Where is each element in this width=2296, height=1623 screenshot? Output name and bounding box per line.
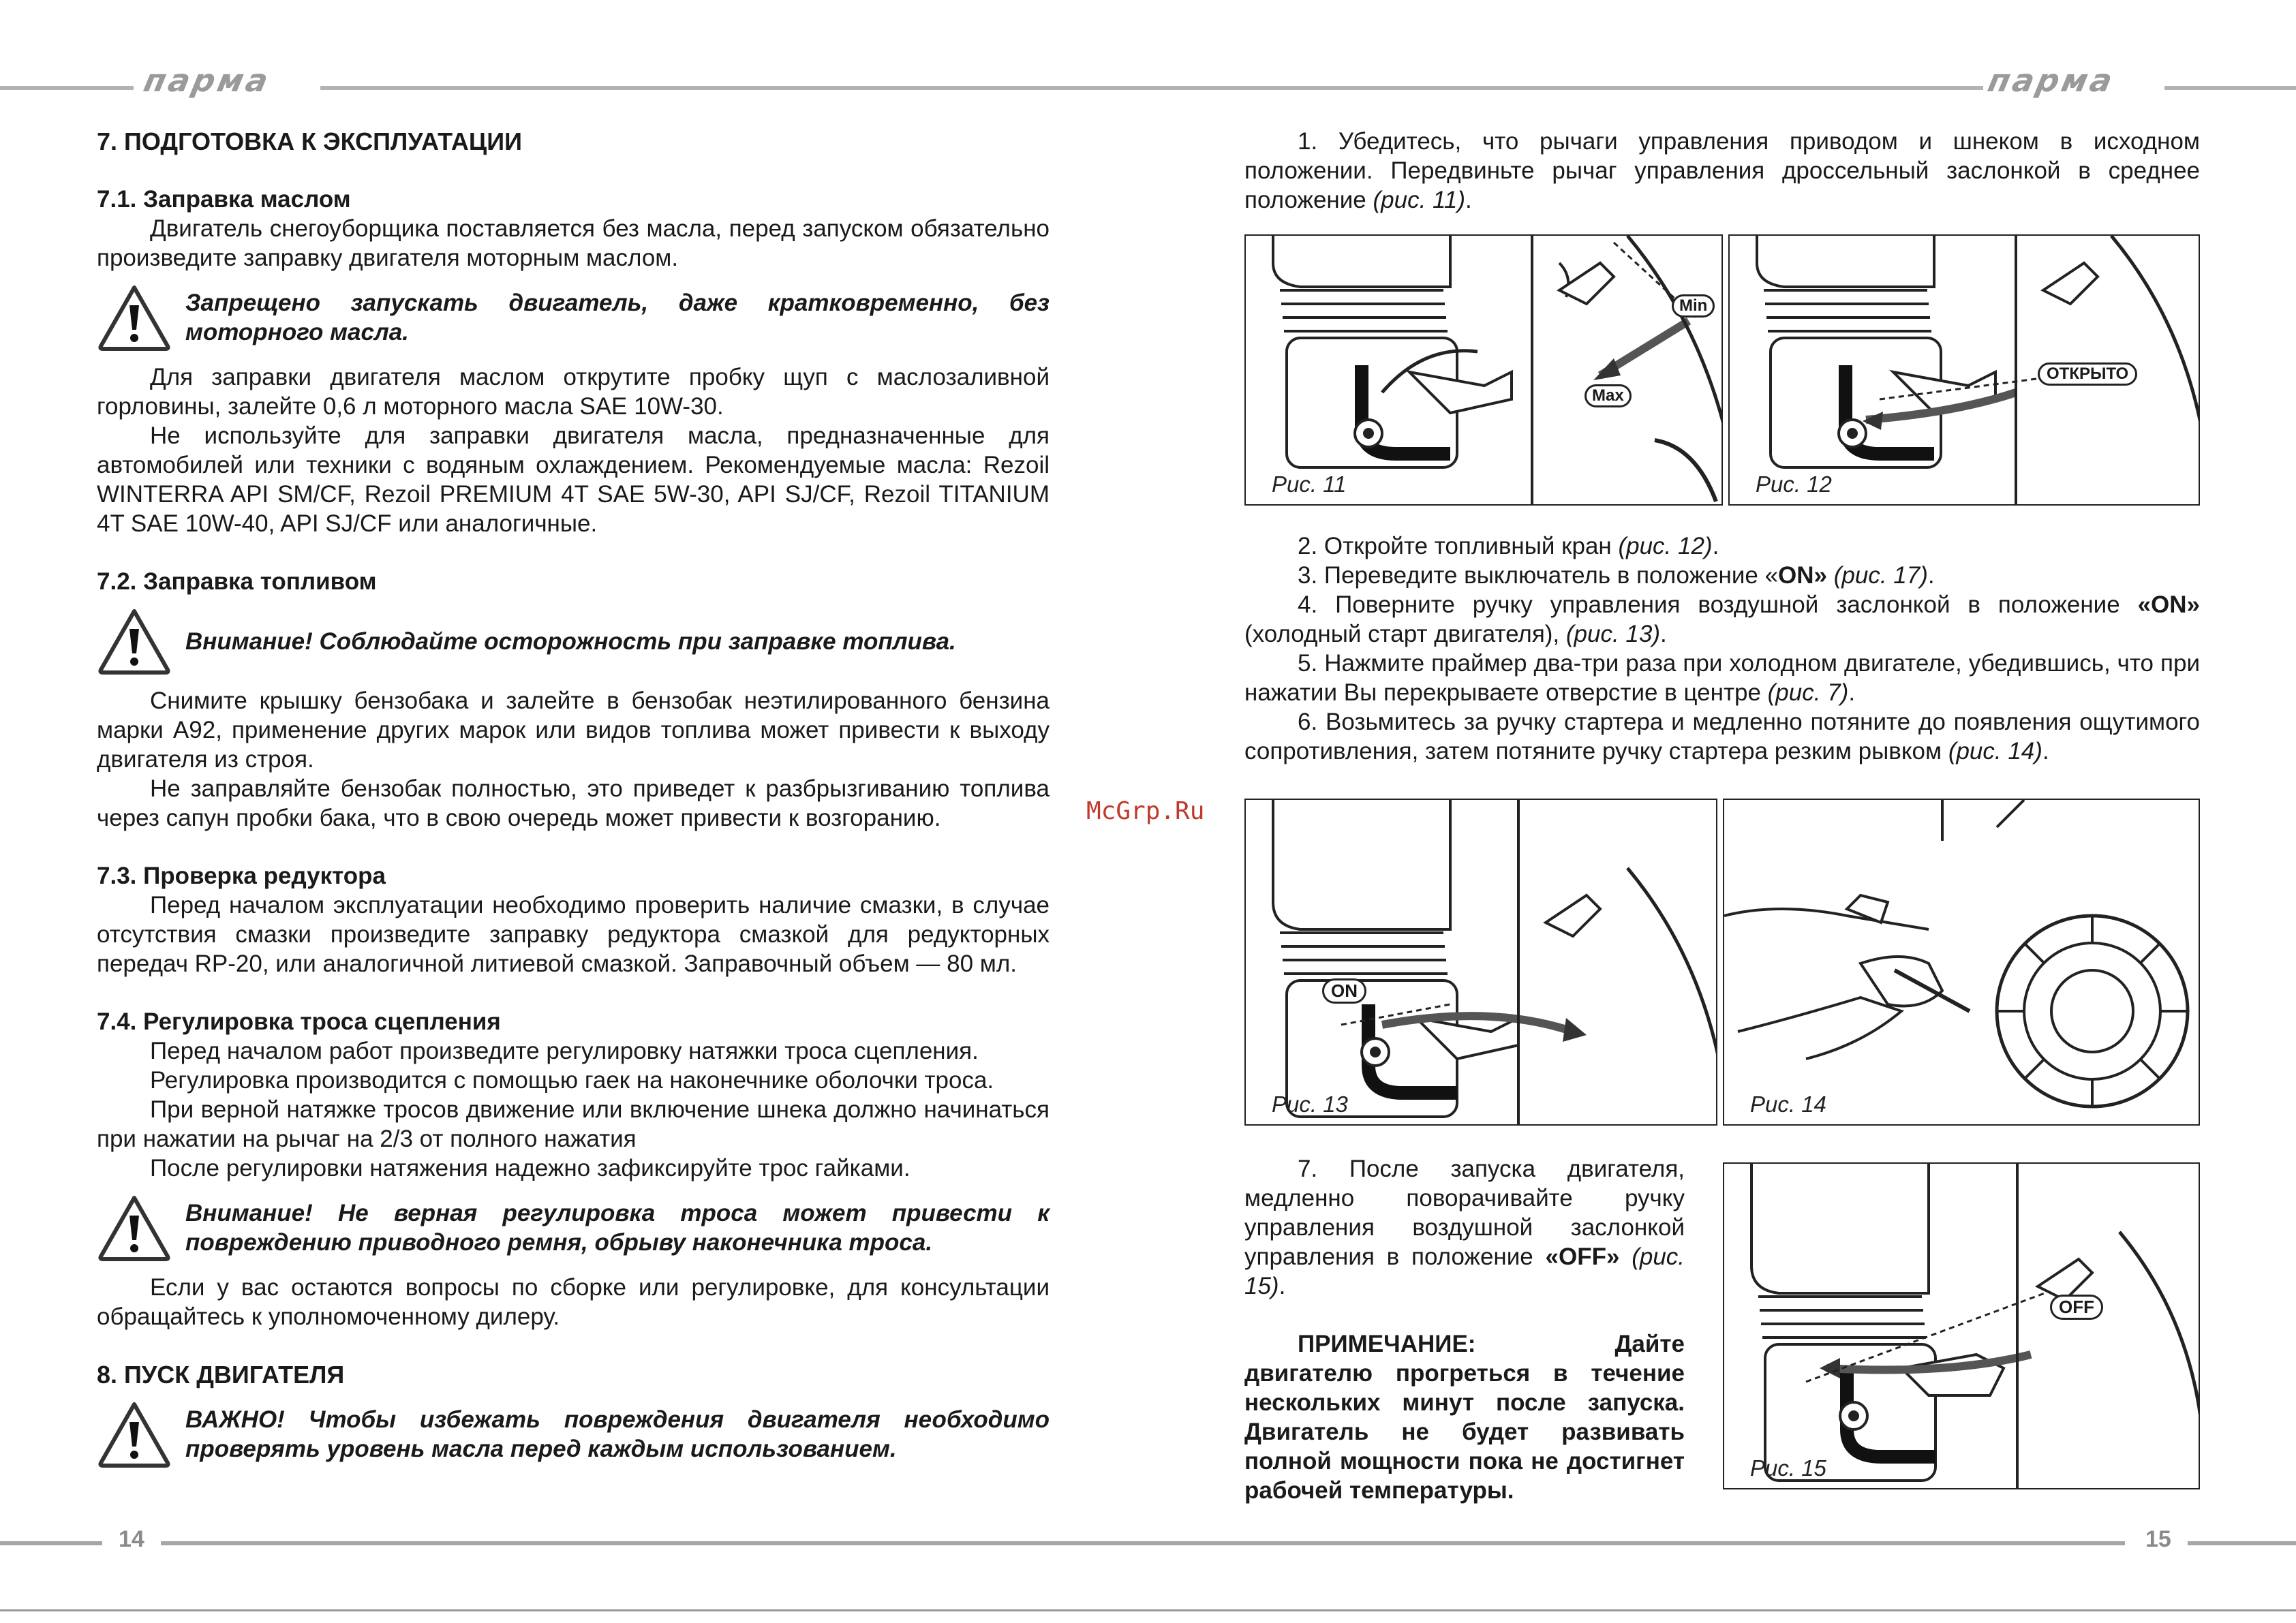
- warning-icon: [97, 607, 172, 675]
- right-step-1: [1244, 127, 2200, 215]
- warning-text: ВАЖНО! Чтобы избежать повреждения двигателя необходимо проверять уровень масла перед каждым использованием.: [185, 1406, 1050, 1462]
- figure-12: [1728, 234, 2200, 506]
- footer-rule-right: [2188, 1541, 2296, 1545]
- label-max: Max: [1585, 384, 1632, 407]
- emphasis: «ON»: [2137, 591, 2200, 618]
- header-rule-left: [0, 86, 134, 90]
- step-text: 7. После запуска двигателя, медленно поворачивайте ручку управления воздушной заслонкой управления в положение: [1244, 1156, 1685, 1270]
- footer-rule-left: [0, 1541, 102, 1545]
- step-text: 2. Откройте топливный кран: [1298, 533, 1619, 559]
- section-7-2-title: 7.2. Заправка топливом: [97, 568, 377, 595]
- figure-ref: (рис. 13): [1565, 621, 1661, 647]
- paragraph: Регулировка производится с помощью гаек на наконечнике оболочки троса.: [150, 1067, 994, 1094]
- warning-text: Запрещено запускать двигатель, даже кратковременно, без моторного масла.: [185, 290, 1050, 345]
- figure-13: [1244, 799, 1717, 1126]
- figure-ref: (рис. 17): [1833, 562, 1928, 589]
- section-8-title: 8. ПУСК ДВИГАТЕЛЯ: [97, 1361, 345, 1389]
- figure-caption: Рис. 12: [1756, 472, 1832, 497]
- step-text: (холодный старт двигателя),: [1244, 621, 1566, 647]
- paragraph: При верной натяжке тросов движение или включение шнека должно начинаться при нажатии на рычаг на 2/3 от полного нажатия: [97, 1096, 1050, 1152]
- label-on: ON: [1322, 978, 1366, 1004]
- engine-drawing: [1246, 800, 1717, 1126]
- paragraph: Не используйте для заправки двигателя масла, предназначенные для автомобилей или техники с водяным охлаждением. Рекомендуемые масла: Rezoil WINTERRA API SM/CF, Rezoil PREMIUM 4T SAE 5W-30, API SJ/CF, Rezoil TITANIUM 4T SAE 10W-40, API SJ/CF или аналогичные.: [97, 422, 1050, 537]
- step-text: 5. Нажмите праймер два-три раза при холодном двигателе, убедившись, что при нажатии Вы перекрываете отверстие в центре: [1244, 650, 2200, 706]
- section-7-4-title: 7.4. Регулировка троса сцепления: [97, 1008, 501, 1035]
- left-page-content: [97, 127, 1050, 1479]
- engine-drawing: [1246, 236, 1723, 506]
- watermark: McGrp.Ru: [1086, 797, 1205, 825]
- figure-caption: Рис. 14: [1750, 1092, 1826, 1117]
- step-text: 4. Поверните ручку управления воздушной заслонкой в положение: [1298, 591, 2138, 618]
- step-4-text: 4. Поверните ручку управления воздушной заслонкой в положение «ON» (холодный старт двигателя), (рис. 13).: [1244, 591, 2200, 647]
- label-min: Min: [1672, 294, 1715, 318]
- emphasis: «OFF»: [1545, 1243, 1620, 1270]
- engine-drawing: [1724, 1164, 2200, 1489]
- paragraph: Не заправляйте бензобак полностью, это приведет к разбрызгиванию топлива через сапун пробки бака, что в свою очередь может привести к возгоранию.: [97, 775, 1050, 831]
- figure-caption: Рис. 15: [1750, 1455, 1826, 1481]
- figure-14: [1723, 799, 2200, 1126]
- warning-icon: [97, 1194, 172, 1262]
- footer-rule-middle: [161, 1541, 2125, 1545]
- figure-ref: (рис. 14): [1948, 738, 2042, 764]
- note-text: ПРИМЕЧАНИЕ: Дайте двигателю прогреться в течение нескольких минут после запуска. Двигатель не будет развивать полной мощности пока не достигнет рабочей температуры.: [1244, 1331, 1685, 1504]
- warning-icon: [97, 283, 172, 352]
- figure-ref: (рис. 15): [1244, 1243, 1685, 1299]
- figure-15: [1723, 1162, 2200, 1489]
- right-steps-2-6: [1244, 531, 2200, 766]
- header-rule-middle: [320, 86, 1983, 90]
- step-1-text: 1. Убедитесь, что рычаги управления приводом и шнеком в исходном положении. Передвиньте рычаг управления дроссельный заслонкой в среднее положение (рис. 11).: [1244, 128, 2200, 213]
- warning-block: [97, 283, 1050, 352]
- step-7-text: 7. После запуска двигателя, медленно поворачивайте ручку управления воздушной заслонкой управления в положение «OFF» (рис. 15).: [1244, 1156, 1685, 1299]
- paragraph: После регулировки натяжения надежно зафиксируйте трос гайками.: [150, 1155, 910, 1181]
- header-rule-right: [2164, 86, 2296, 90]
- step-3-text: 3. Переведите выключатель в положение «ON» (рис. 17).: [1298, 562, 1935, 589]
- step-text: 6. Возьмитесь за ручку стартера и медленно потяните до появления ощутимого сопротивления, затем потяните ручку стартера резким рывком: [1244, 709, 2200, 764]
- warning-icon: [97, 1400, 172, 1468]
- paragraph: Двигатель снегоуборщика поставляется без масла, перед запуском обязательно произведите заправку двигателя моторным маслом.: [97, 215, 1050, 271]
- page-bottom-rule: [0, 1609, 2296, 1611]
- warning-block: [97, 607, 1050, 675]
- paragraph: Если у вас остаются вопросы по сборке или регулировке, для консультации обращайтесь к уполномоченному дилеру.: [97, 1274, 1050, 1330]
- paragraph: Снимите крышку бензобака и залейте в бензобак неэтилированного бензина марки А92, применение других марок или видов топлива может привести к выходу двигателя из строя.: [97, 687, 1050, 773]
- warning-text: Внимание! Не верная регулировка троса может привести к повреждению приводного ремня, обрыву наконечника троса.: [185, 1200, 1050, 1256]
- warning-block: [97, 1194, 1050, 1262]
- starter-drawing: [1724, 800, 2200, 1126]
- section-7-title: 7. ПОДГОТОВКА К ЭКСПЛУАТАЦИИ: [97, 127, 522, 155]
- step-text: 1. Убедитесь, что рычаги управления приводом и шнеком в исходном положении. Передвиньте рычаг управления дроссельный заслонкой в среднее положение: [1244, 128, 2200, 213]
- figure-caption: Рис. 13: [1272, 1092, 1348, 1117]
- brand-logo-left: парма: [140, 62, 275, 99]
- step-5-text: 5. Нажмите праймер два-три раза при холодном двигателе, убедившись, что при нажатии Вы перекрываете отверстие в центре (рис. 7).: [1244, 650, 2200, 706]
- figure-11: [1244, 234, 1723, 506]
- page-number-right: 15: [2145, 1526, 2171, 1552]
- label-off: OFF: [2050, 1295, 2103, 1320]
- paragraph: Перед началом эксплуатации необходимо проверить наличие смазки, в случае отсутствия смазки произведите заправку редуктора смазкой для редукторных передач RP-20, или аналогичной литиевой смазкой. Заправочный объем — 80 мл.: [97, 892, 1050, 977]
- right-step-7-and-note: [1244, 1154, 1685, 1505]
- warning-text: Внимание! Соблюдайте осторожность при заправке топлива.: [185, 628, 956, 655]
- step-6-text: 6. Возьмитесь за ручку стартера и медленно потяните до появления ощутимого сопротивления, затем потяните ручку стартера резким рывком (рис. 14).: [1244, 709, 2200, 764]
- paragraph: Для заправки двигателя маслом открутите пробку щуп с маслозаливной горловины, залейте 0,6 л моторного масла SAE 10W-30.: [97, 364, 1050, 420]
- brand-logo-right: парма: [1985, 62, 2119, 99]
- figure-ref: (рис. 7): [1767, 679, 1849, 706]
- section-7-3-title: 7.3. Проверка редуктора: [97, 863, 386, 889]
- emphasis: ON»: [1778, 562, 1828, 589]
- figure-caption: Рис. 11: [1272, 472, 1347, 497]
- section-7-1-title: 7.1. Заправка маслом: [97, 186, 351, 213]
- figure-ref: (рис. 12): [1618, 533, 1713, 559]
- paragraph: Перед началом работ произведите регулировку натяжки троса сцепления.: [150, 1038, 979, 1064]
- warning-block: [97, 1400, 1050, 1468]
- page-number-left: 14: [119, 1526, 144, 1552]
- label-open: ОТКРЫТО: [2038, 362, 2137, 386]
- step-text: 3. Переведите выключатель в положение «: [1298, 562, 1779, 589]
- figure-ref: (рис. 11): [1373, 187, 1466, 213]
- step-2-text: 2. Откройте топливный кран (рис. 12).: [1298, 533, 1719, 559]
